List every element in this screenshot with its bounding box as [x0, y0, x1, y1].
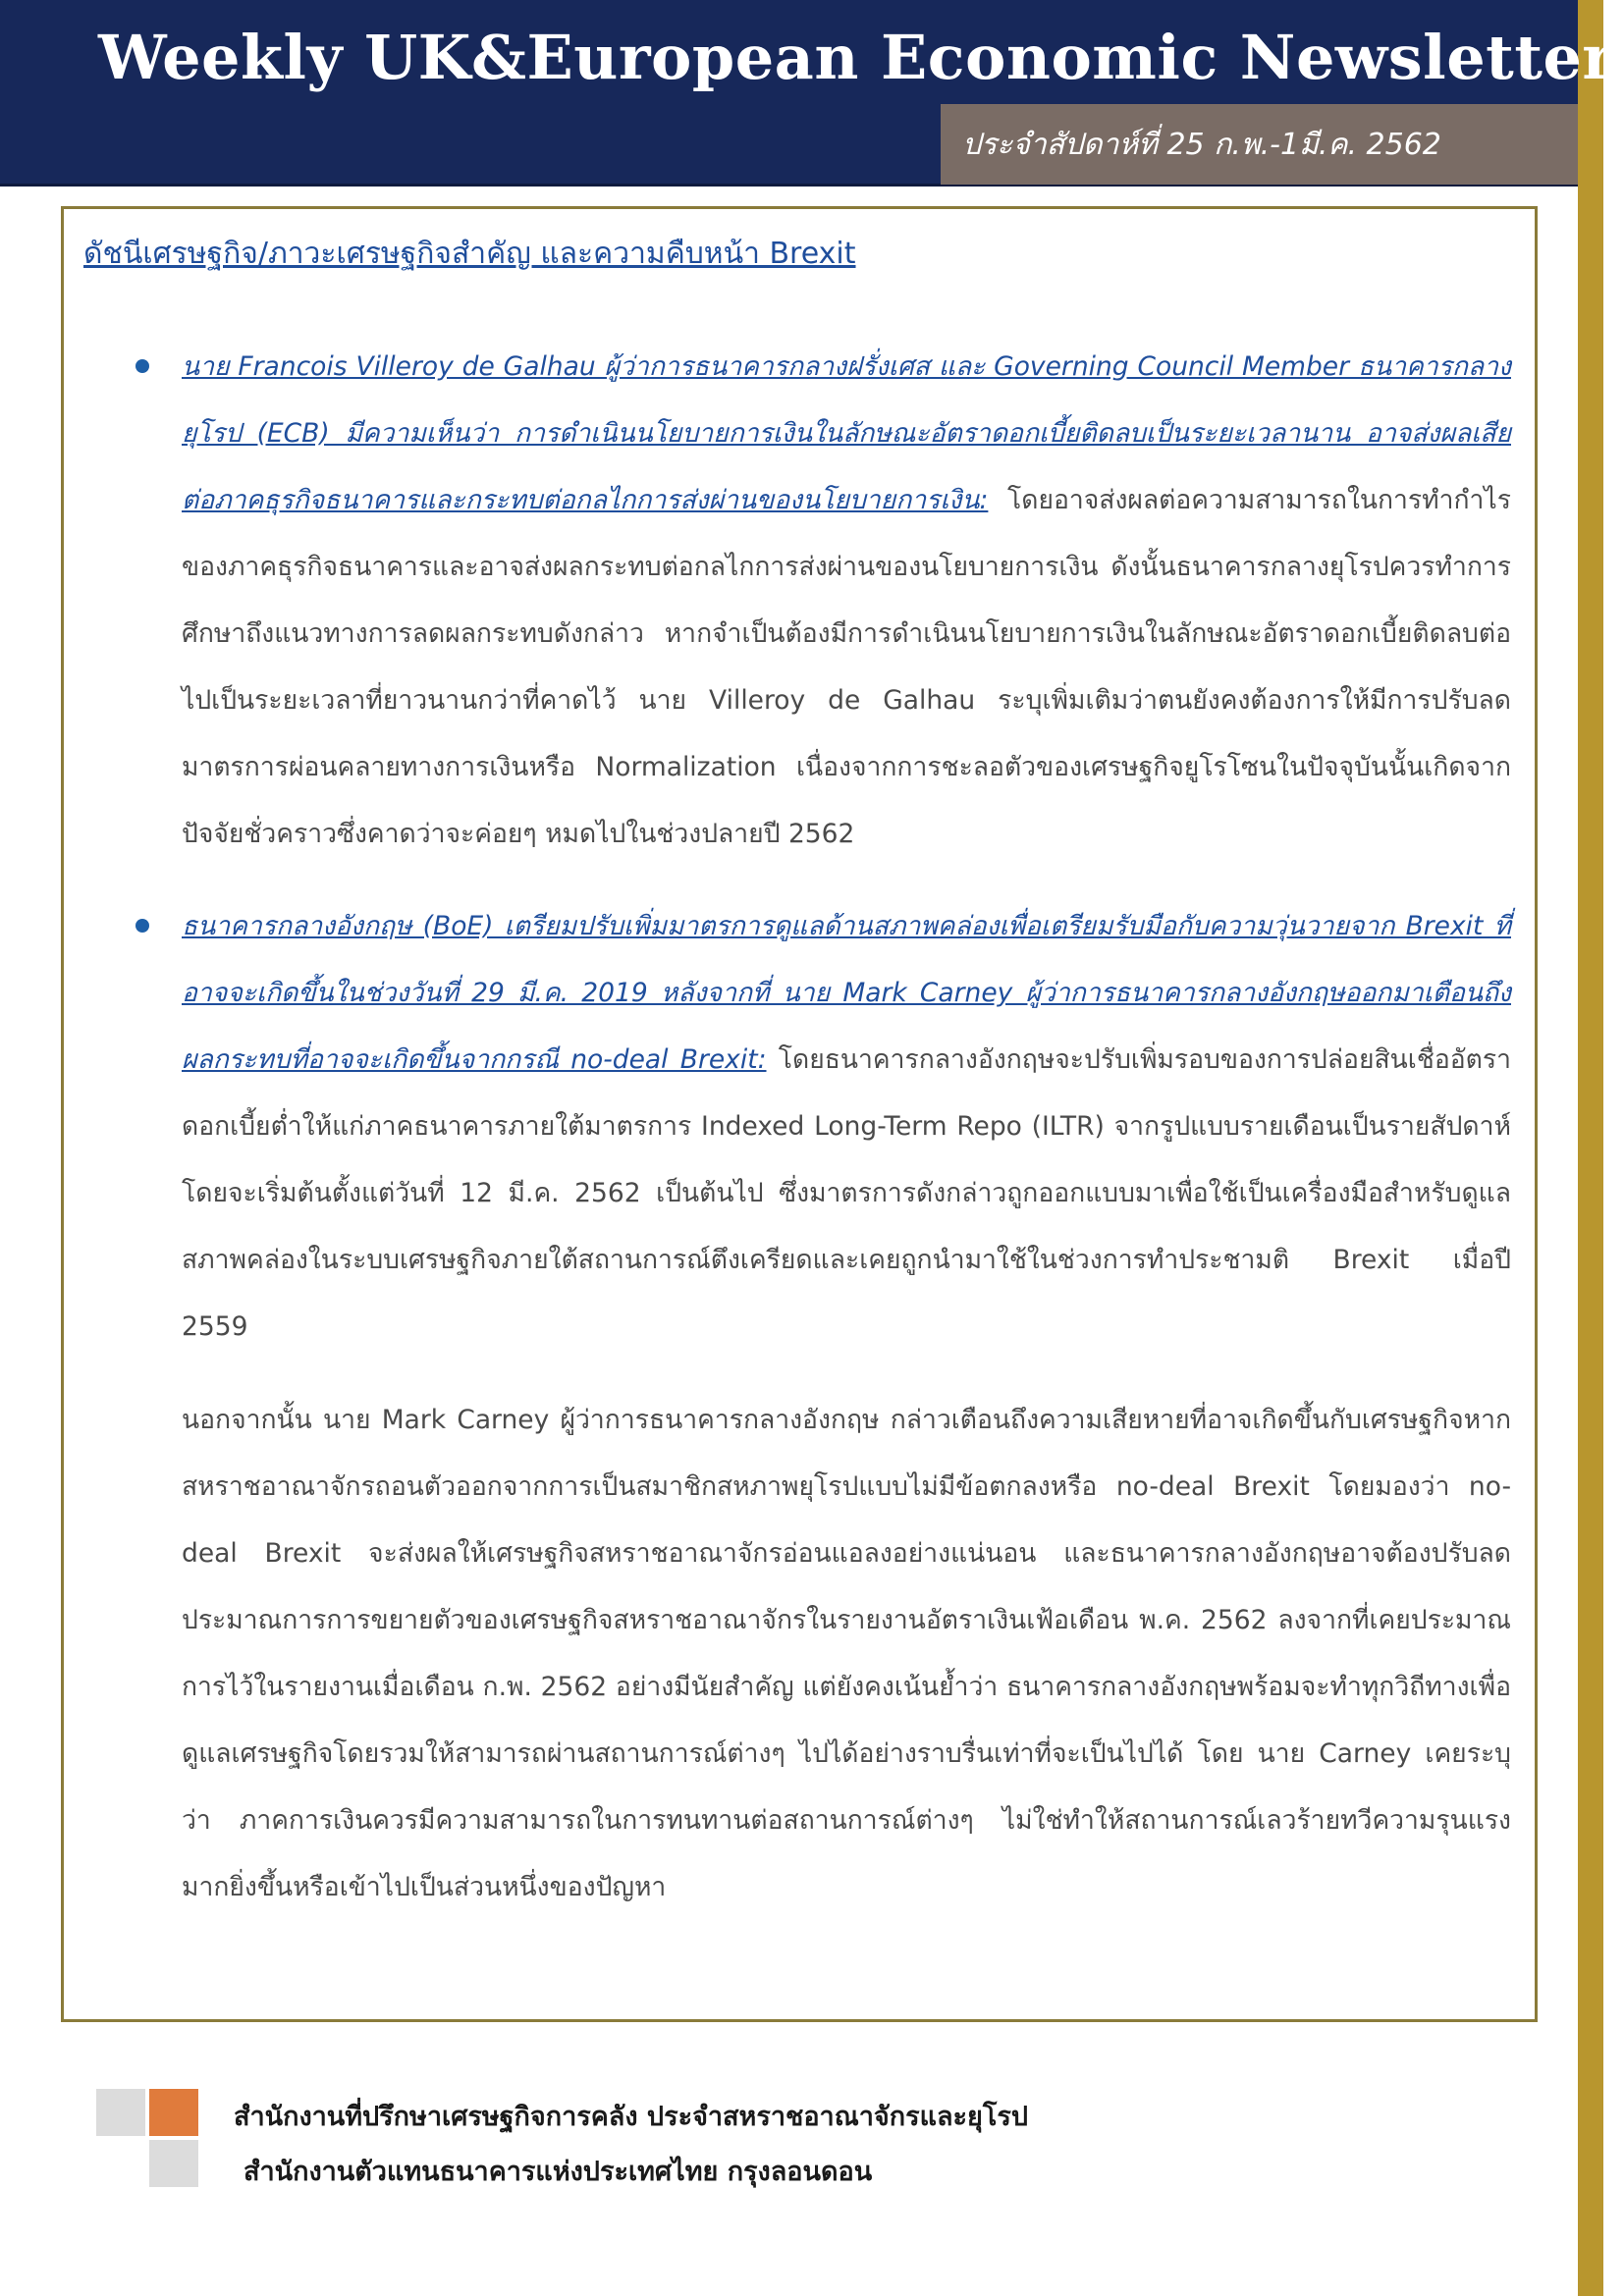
news-headline-link[interactable]: ธนาคารกลางอังกฤษ (BoE) เตรียมปรับเพิ่มมาตรการดูแลด้านสภาพคล่องเพื่อเตรียมรับมือกับความวุ่นวายจาก Brexit ที่อาจจะเกิดขึ้นในช่วงวันที่ 29 มี.ค. 2019 หลังจากที่ นาย Mark Carney ผู้ว่าการธนาคารกลางอังกฤษออกมาเตือนถึงผลกระทบที่อาจจะเกิดขึ้นจากกรณี no-deal Brexit:	[182, 911, 1511, 1075]
issue-date-label: ประจำสัปดาห์ที่ 25 ก.พ.-1มี.ค. 2562	[941, 104, 1578, 185]
logo-square-orange-icon	[149, 2089, 198, 2136]
news-list	[64, 307, 1535, 1947]
news-item	[64, 893, 1535, 1921]
news-headline-link[interactable]: นาย Francois Villeroy de Galhau ผู้ว่าการธนาคารกลางฝรั่งเศส และ Governing Council Member ธนาคารกลางยุโรป (ECB) มีความเห็นว่า การดำเนินนโยบายการเงินในลักษณะอัตราดอกเบี้ยติดลบเป็นระยะเวลานาน อาจส่งผลเสียต่อภาคธุรกิจธนาคารและกระทบต่อกลไกการส่งผ่านของนโยบายการเงิน:	[182, 350, 1511, 515]
logo-square-gray-icon	[96, 2089, 145, 2136]
news-body: โดยอาจส่งผลต่อความสามารถในการทำกำไรของภาคธุรกิจธนาคารและอาจส่งผลกระทบต่อกลไกการส่งผ่านของนโยบายการเงิน ดังนั้นธนาคารกลางยุโรปควรทำการศึกษาถึงแนวทางการลดผลกระทบดังกล่าว หากจำเป็นต้องมีการดำเนินนโยบายการเงินในลักษณะอัตราดอกเบี้ยติดลบต่อไปเป็นระยะเวลาที่ยาวนานกว่าที่คาดไว้ นาย Villeroy de Galhau ระบุเพิ่มเติมว่าตนยังคงต้องการให้มีการปรับลดมาตรการผ่อนคลายทางการเงินหรือ Normalization เนื่องจากการชะลอตัวของเศรษฐกิจยูโรโซนในปัจจุบันนั้นเกิดจากปัจจัยชั่วคราวซึ่งคาดว่าจะค่อยๆ หมดไปในช่วงปลายปี 2562	[182, 484, 1511, 849]
news-paragraph	[182, 334, 1511, 868]
news-continued-paragraph: นอกจากนั้น นาย Mark Carney ผู้ว่าการธนาคารกลางอังกฤษ กล่าวเตือนถึงความเสียหายที่อาจเกิดขึ้นกับเศรษฐกิจหากสหราชอาณาจักรถอนตัวออกจากการเป็นสมาชิกสหภาพยุโรปแบบไม่มีข้อตกลงหรือ no-deal Brexit โดยมองว่า no-deal Brexit จะส่งผลให้เศรษฐกิจสหราชอาณาจักรอ่อนแอลงอย่างแน่นอน และธนาคารกลางอังกฤษอาจต้องปรับลดประมาณการการขยายตัวของเศรษฐกิจสหราชอาณาจักรในรายงานอัตราเงินเฟ้อเดือน พ.ค. 2562 ลงจากที่เคยประมาณการไว้ในรายงานเมื่อเดือน ก.พ. 2562 อย่างมีนัยสำคัญ แต่ยังคงเน้นย้ำว่า ธนาคารกลางอังกฤษพร้อมจะทำทุกวิถีทางเพื่อดูแลเศรษฐกิจโดยรวมให้สามารถผ่านสถานการณ์ต่างๆ ไปได้อย่างราบรื่นเท่าที่จะเป็นไปได้ โดย นาย Carney เคยระบุว่า ภาคการเงินควรมีความสามารถในการทนทานต่อสถานการณ์ต่างๆ ไม่ใช่ทำให้สถานการณ์เลวร้ายทวีความรุนแรงมากยิ่งขึ้นหรือเข้าไปเป็นส่วนหนึ่งของปัญหา	[182, 1404, 1511, 1902]
newsletter-header	[0, 0, 1615, 187]
news-paragraph	[182, 893, 1511, 1361]
bullet-icon	[135, 359, 149, 373]
content-box	[61, 206, 1538, 2022]
news-body: โดยธนาคารกลางอังกฤษจะปรับเพิ่มรอบของการปล่อยสินเชื่ออัตราดอกเบี้ยต่ำให้แก่ภาคธนาคารภายใต้มาตรการ Indexed Long-Term Repo (ILTR) จากรูปแบบรายเดือนเป็นรายสัปดาห์ โดยจะเริ่มต้นตั้งแต่วันที่ 12 มี.ค. 2562 เป็นต้นไป ซึ่งมาตรการดังกล่าวถูกออกแบบมาเพื่อใช้เป็นเครื่องมือสำหรับดูแลสภาพคล่องในระบบเศรษฐกิจภายใต้สถานการณ์ตึงเครียดและเคยถูกนำมาใช้ในช่วงการทำประชามติ Brexit เมื่อปี 2559	[182, 1044, 1511, 1342]
footer-office-name: สำนักงานที่ปรึกษาเศรษฐกิจการคลัง ประจำสหราชอาณาจักรและยุโรป	[234, 2102, 1028, 2132]
section-title-link[interactable]: ดัชนีเศรษฐกิจ/ภาวะเศรษฐกิจสำคัญ และความคืบหน้า Brexit	[83, 237, 856, 271]
newsletter-title: Weekly UK&European Economic Newsletter	[98, 22, 1615, 93]
logo-square-gray-icon	[149, 2140, 198, 2187]
news-item	[64, 334, 1535, 868]
bullet-icon	[135, 919, 149, 933]
gold-side-bar	[1578, 0, 1603, 2296]
footer-representative-office: สำนักงานตัวแทนธนาคารแห่งประเทศไทย กรุงลอนดอน	[244, 2157, 873, 2187]
